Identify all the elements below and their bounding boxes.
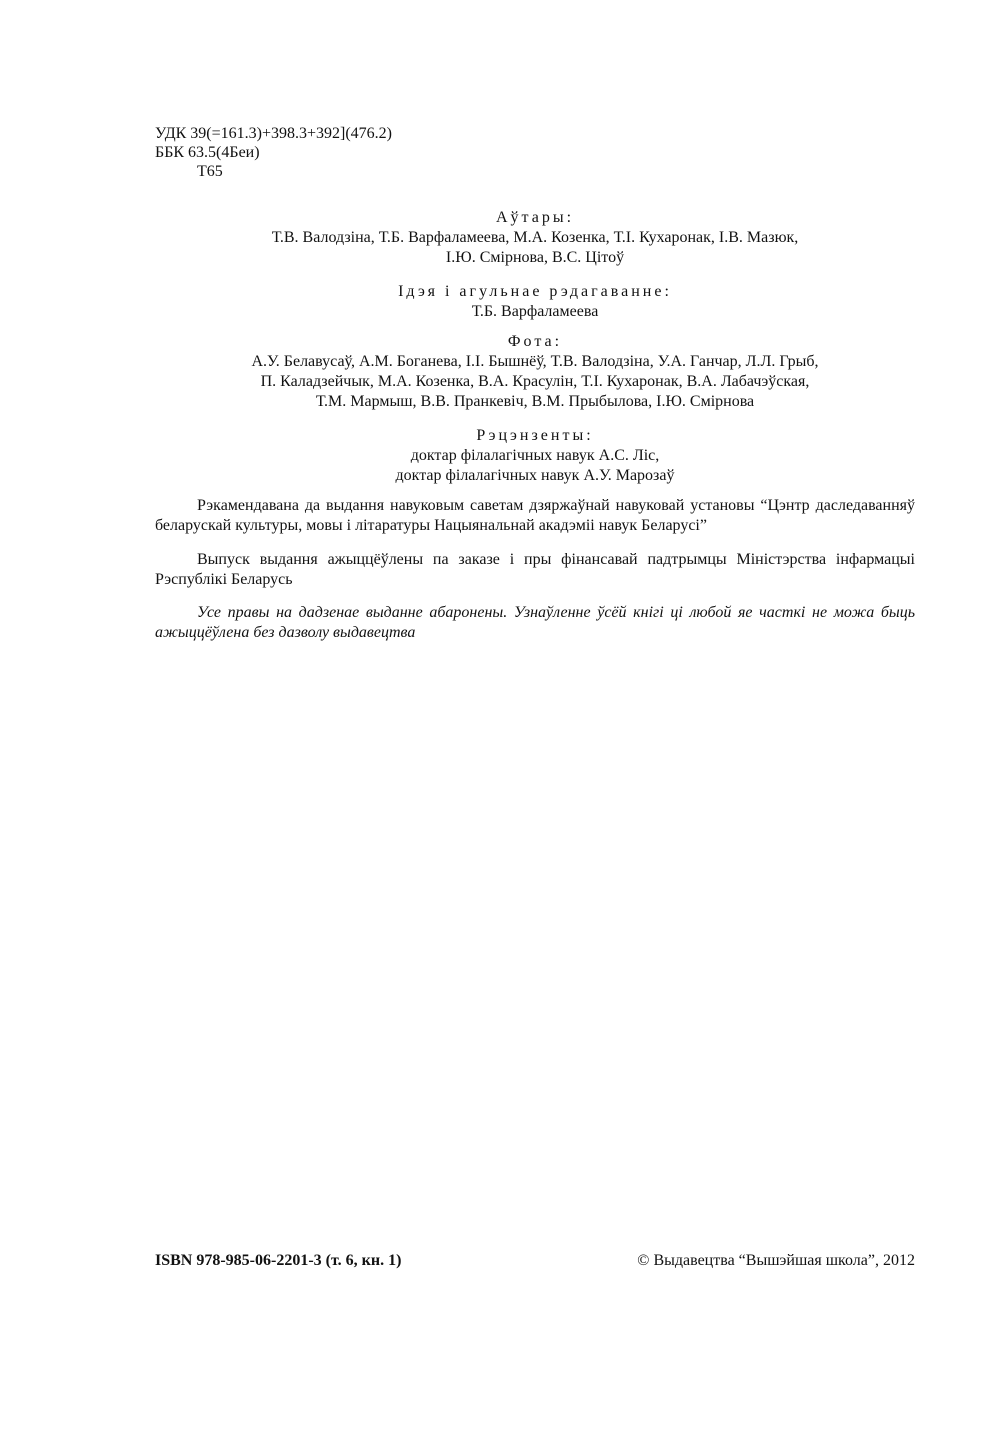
imprint-footer: [155, 1251, 915, 1271]
photo-line: А.У. Белавусаў, А.М. Боганева, І.І. Бышнёў, Т.В. Валодзіна, У.А. Ганчар, Л.Л. Грыб,: [251, 353, 819, 370]
editor-name: Т.Б. Варфаламеева: [471, 303, 599, 320]
idea-heading: Ідэя і агульнае рэдагаванне:: [398, 283, 672, 300]
reviewer-line: доктар філалагічных навук А.С. Ліс,: [410, 447, 660, 464]
funding-paragraph: Выпуск выдання ажыццёўлены па заказе і пры фінансавай падтрымцы Міністэрства інфармацыі Рэспублікі Беларусь: [155, 551, 915, 588]
authors-block: [155, 208, 915, 268]
author-mark: Т65: [197, 163, 223, 180]
photo-block: [155, 332, 915, 412]
isbn: ISBN 978-985-06-2201-3 (т. 6, кн. 1): [155, 1252, 402, 1269]
bibliographic-codes: [155, 124, 392, 181]
udk-code: УДК 39(=161.3)+398.3+392](476.2): [155, 125, 393, 142]
reviewers-heading: Рэцэнзенты:: [476, 427, 594, 444]
bbk-code: ББК 63.5(4Беи): [155, 144, 260, 161]
reviewers-block: [155, 426, 915, 486]
copyright: © Выдавецтва “Вышэйшая школа”, 2012: [637, 1252, 915, 1269]
reviewer-line: доктар філалагічных навук А.У. Марозаў: [395, 467, 675, 484]
idea-block: [155, 282, 915, 322]
authors-line: І.Ю. Смірнова, В.С. Цітоў: [445, 249, 625, 266]
photo-line: Т.М. Мармыш, В.В. Пранкевіч, В.М. Прыбылова, І.Ю. Смірнова: [315, 393, 755, 410]
photo-heading: Фота:: [507, 333, 563, 350]
photo-line: П. Каладзейчык, М.А. Козенка, В.А. Красулін, Т.І. Кухаронак, В.А. Лабачэўская,: [260, 373, 810, 390]
recommendation-paragraph: Рэкамендавана да выдання навуковым саветам дзяржаўнай навуковай установы “Цэнтр даследаванняў беларускай культуры, мовы і літаратуры Нацыянальнай акадэміі навук Беларусі”: [155, 497, 915, 534]
authors-line: Т.В. Валодзіна, Т.Б. Варфаламеева, М.А. Козенка, Т.І. Кухаронак, І.В. Мазюк,: [271, 229, 799, 246]
rights-notice: Усе правы на дадзенае выданне абаронены. Узнаўленне ўсёй кнігі ці любой яе часткі не можа быць ажыццёўлена без дазволу выдавецтва: [155, 604, 915, 641]
authors-heading: Аўтары:: [495, 209, 575, 226]
